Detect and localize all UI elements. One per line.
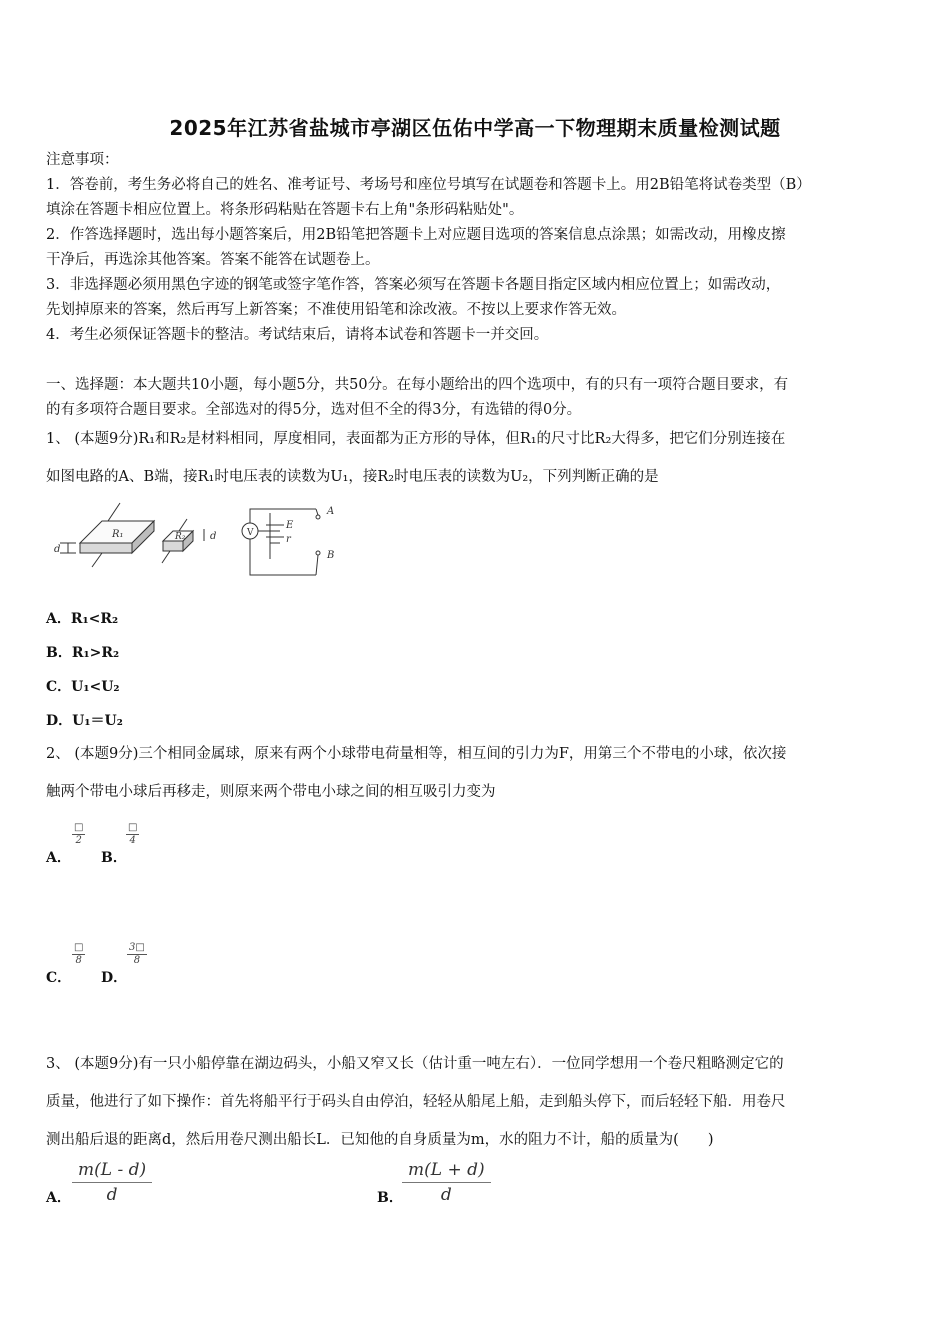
notice-heading: 注意事项： bbox=[46, 152, 119, 168]
notice-line: 2．作答选择题时，选出每小题答案后，用2B铅笔把答题卡上对应题目选项的答案信息点涂黑；如需改动，用橡皮擦 bbox=[46, 227, 786, 243]
section-line: 的有多项符合题目要求。全部选对的得5分，选对但不全的得3分，有选错的得0分。 bbox=[46, 402, 582, 418]
notice-line: 填涂在答题卡相应位置上。将条形码粘贴在答题卡右上角"条形码粘贴处"。 bbox=[46, 202, 524, 218]
d-label: d bbox=[54, 544, 61, 555]
r1-label: R₁ bbox=[112, 529, 124, 540]
notice-line: 4．考生必须保证答题卡的整洁。考试结束后，请将本试卷和答题卡一并交回。 bbox=[46, 327, 549, 343]
terminal-b-label: B bbox=[327, 550, 335, 561]
q3-stem-line2: 质量，他进行了如下操作：首先将船平行于码头自由停泊，轻轻从船尾上船，走到船头停下，而后轻轻下船．用卷尺 bbox=[46, 1094, 786, 1110]
notice-line: 干净后，再选涂其他答案。答案不能答在试题卷上。 bbox=[46, 252, 380, 268]
q2-stem-line1: 2、 (本题9分)三个相同金属球，原来有两个小球带电荷量相等，相互间的引力为F，用第三个不带电的小球，依次接 bbox=[46, 746, 787, 762]
q1-option-d[interactable]: D．U₁＝U₂ bbox=[46, 713, 123, 729]
d-label-2: d bbox=[210, 531, 217, 542]
q1-option-a[interactable]: A．R₁<R₂ bbox=[46, 611, 119, 627]
q1-stem-line2: 如图电路的A、B端，接R₁时电压表的读数为U₁，接R₂时电压表的读数为U₂，下列判断正确的是 bbox=[46, 469, 659, 485]
notice-line: 3．非选择题必须用黑色字迹的钢笔或签字笔作答，答案必须写在答题卡各题目指定区域内相应位置上；如需改动， bbox=[46, 277, 781, 293]
q3-option-b-fraction: $\frac{m(L + d)}{d}$ bbox=[402, 1160, 491, 1205]
q2-option-a[interactable]: A． bbox=[46, 850, 71, 866]
q3-stem-line1: 3、 (本题9分)有一只小船停靠在湖边码头，小船又窄又长（估计重一吨左右）．一位同学想用一个卷尺粗略测定它的 bbox=[46, 1056, 784, 1072]
q1-option-b[interactable]: B．R₁>R₂ bbox=[46, 645, 120, 661]
q2-option-d-fraction: $\frac{3□}{8}$ bbox=[129, 942, 145, 966]
section-line: 一、选择题：本大题共10小题，每小题5分，共50分。在每小题给出的四个选项中，有的只有一项符合题目要求，有 bbox=[46, 377, 789, 393]
q3-option-a-fraction: $\frac{m(L - d)}{d}$ bbox=[72, 1160, 152, 1205]
page-title: 2025年江苏省盐城市亭湖区伍佑中学高一下物理期末质量检测试题 bbox=[169, 116, 781, 140]
q2-option-c[interactable]: C． bbox=[46, 970, 72, 986]
q2-option-d[interactable]: D． bbox=[101, 970, 128, 986]
emf-label: E bbox=[286, 520, 294, 531]
q2-option-a-fraction: □ 2 bbox=[74, 822, 84, 846]
internal-r-label: r bbox=[286, 534, 291, 545]
q2-option-b-fraction: □ 4 bbox=[128, 822, 138, 846]
q2-stem-line2: 触两个带电小球后再移走，则原来两个带电小球之间的相互吸引力变为 bbox=[46, 784, 496, 800]
voltmeter-label: V bbox=[247, 528, 254, 538]
notice-line: 1．答卷前，考生务必将自己的姓名、准考证号、考场号和座位号填写在试题卷和答题卡上。用2B铅笔将试卷类型（B） bbox=[46, 177, 811, 193]
terminal-a-label: A bbox=[327, 506, 335, 517]
q3-option-b[interactable]: B． bbox=[377, 1190, 403, 1206]
circuit bbox=[242, 509, 320, 575]
q1-stem-line1: 1、 (本题9分)R₁和R₂是材料相同，厚度相同，表面都为正方形的导体，但R₁的尺寸比R₂大得多，把它们分别连接在 bbox=[46, 431, 786, 447]
q1-option-c[interactable]: C．U₁<U₂ bbox=[46, 679, 120, 695]
q1-circuit-figure bbox=[52, 495, 352, 580]
notice-line: 先划掉原来的答案，然后再写上新答案；不准使用铅笔和涂改液。不按以上要求作答无效。 bbox=[46, 302, 626, 318]
q2-option-b[interactable]: B． bbox=[101, 850, 127, 866]
r2-label: R₂ bbox=[175, 532, 186, 542]
q2-option-c-fraction: □ 8 bbox=[74, 942, 84, 966]
q3-option-a[interactable]: A． bbox=[46, 1190, 71, 1206]
q3-stem-line3: 测出船后退的距离d，然后用卷尺测出船长L．已知他的自身质量为m，水的阻力不计，船的质量为( ) bbox=[46, 1132, 714, 1148]
